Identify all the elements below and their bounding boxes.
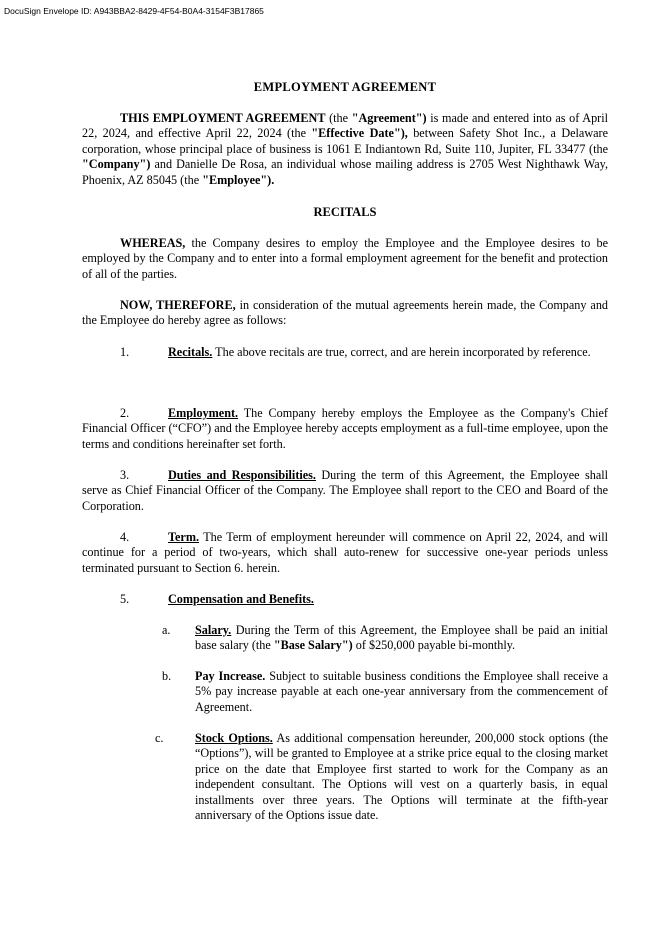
section-heading: Compensation and Benefits. bbox=[168, 592, 314, 606]
subsection-text-2: of $250,000 payable bi-monthly. bbox=[352, 638, 516, 653]
agreement-defined-term: "Agreement") bbox=[351, 111, 427, 125]
intro-text-4: and Danielle De Rosa, an individual whose mailing address is 2705 West Nighthawk Way, Phoenix, AZ 85045 (the bbox=[82, 157, 608, 187]
section-number: 1. bbox=[120, 345, 130, 359]
subsection-b-letter: b. bbox=[162, 669, 172, 683]
subsection-a bbox=[195, 623, 608, 654]
subsection-heading: Pay Increase. bbox=[195, 669, 266, 683]
subsection-a-letter: a. bbox=[162, 623, 171, 637]
section-1 bbox=[82, 345, 608, 360]
subsection-text: Subject to suitable business conditions the Employee shall receive a 5% pay increase payable at each one-year anniversary from the commencement of Agreement. bbox=[195, 669, 608, 714]
subsection-heading: Stock Options. bbox=[195, 731, 273, 745]
effective-date-defined-term: "Effective Date"), bbox=[311, 126, 408, 141]
base-salary-defined-term: "Base Salary") bbox=[273, 638, 353, 653]
section-2 bbox=[82, 406, 608, 452]
intro-paragraph bbox=[82, 111, 608, 188]
now-therefore-text: in consideration of the mutual agreements herein made, the Company and the Employee do hereby agree as follows: bbox=[82, 298, 609, 328]
subsection-text: As additional compensation hereunder, 200,000 stock options (the “Options”), will be granted to Employee at a strike price equal to the closing market price on the date that Employee first started to work for the Company as an independent consultant. The Options will vest on a quarterly basis, in equal installments over three years. The Options will terminate at the fifth-year anniversary of the Options issue date. bbox=[195, 731, 608, 823]
section-4 bbox=[82, 530, 608, 576]
whereas-text: the Company desires to employ the Employee and the Employee desires to be employed by the Company and to enter into a formal employment agreement for the benefit and protection of all of the parties. bbox=[82, 236, 608, 281]
intro-lead: THIS EMPLOYMENT AGREEMENT bbox=[120, 111, 326, 125]
subsection-b bbox=[195, 669, 608, 715]
recitals-heading: RECITALS bbox=[313, 205, 377, 219]
now-therefore-lead: NOW, THEREFORE, bbox=[120, 298, 236, 312]
subsection-heading: Salary. bbox=[195, 623, 232, 637]
section-text: The Term of employment hereunder will commence on April 22, 2024, and will continue for a period of two-years, which shall auto-renew for successive one-year periods unless terminated pursuant to Section 6. herein. bbox=[82, 530, 608, 575]
document-title: EMPLOYMENT AGREEMENT bbox=[253, 80, 437, 94]
section-heading: Term. bbox=[168, 530, 200, 544]
whereas-paragraph bbox=[82, 236, 608, 282]
subsection-text-1: During the Term of this Agreement, the Employee shall be paid an initial base salary (the bbox=[195, 623, 608, 653]
intro-text-1: (the bbox=[325, 111, 352, 125]
section-3 bbox=[82, 468, 608, 514]
section-5 bbox=[82, 592, 314, 607]
section-number: 3. bbox=[120, 468, 130, 482]
subsection-c bbox=[195, 731, 608, 823]
whereas-lead: WHEREAS, bbox=[120, 236, 186, 250]
section-text: The Company hereby employs the Employee as the Company's Chief Financial Officer (“CFO”) and the Employee hereby accepts employment as a full-time employee, upon the terms and conditions hereinafter set forth. bbox=[82, 406, 608, 451]
now-therefore-paragraph bbox=[82, 298, 608, 329]
section-number: 4. bbox=[120, 530, 130, 544]
section-text: During the term of this Agreement, the Employee shall serve as Chief Financial Officer of the Company. The Employee shall report to the CEO and Board of the Corporation. bbox=[82, 468, 608, 513]
company-defined-term: "Company") bbox=[82, 157, 151, 172]
employee-defined-term: "Employee"). bbox=[202, 172, 275, 187]
intro-text-2: is made and entered into as of April 22, 2024, and effective April 22, 2024 (the bbox=[82, 111, 608, 141]
section-number: 5. bbox=[120, 592, 130, 606]
intro-text-3: between Safety Shot Inc., a Delaware corporation, whose principal place of business is 1061 E Indiantown Rd, Suite 110, Jupiter, FL 33477 (the bbox=[82, 126, 609, 156]
subsection-c-letter: c. bbox=[155, 731, 164, 745]
section-heading: Employment. bbox=[168, 406, 239, 420]
section-heading: Duties and Responsibilities. bbox=[168, 468, 316, 482]
section-text: The above recitals are true, correct, and are herein incorporated by reference. bbox=[212, 345, 591, 359]
section-number: 2. bbox=[120, 406, 130, 420]
section-heading: Recitals. bbox=[168, 345, 213, 359]
docusign-envelope-id: DocuSign Envelope ID: A943BBA2-8429-4F54-B0A4-3154F3B17865 bbox=[4, 6, 264, 16]
